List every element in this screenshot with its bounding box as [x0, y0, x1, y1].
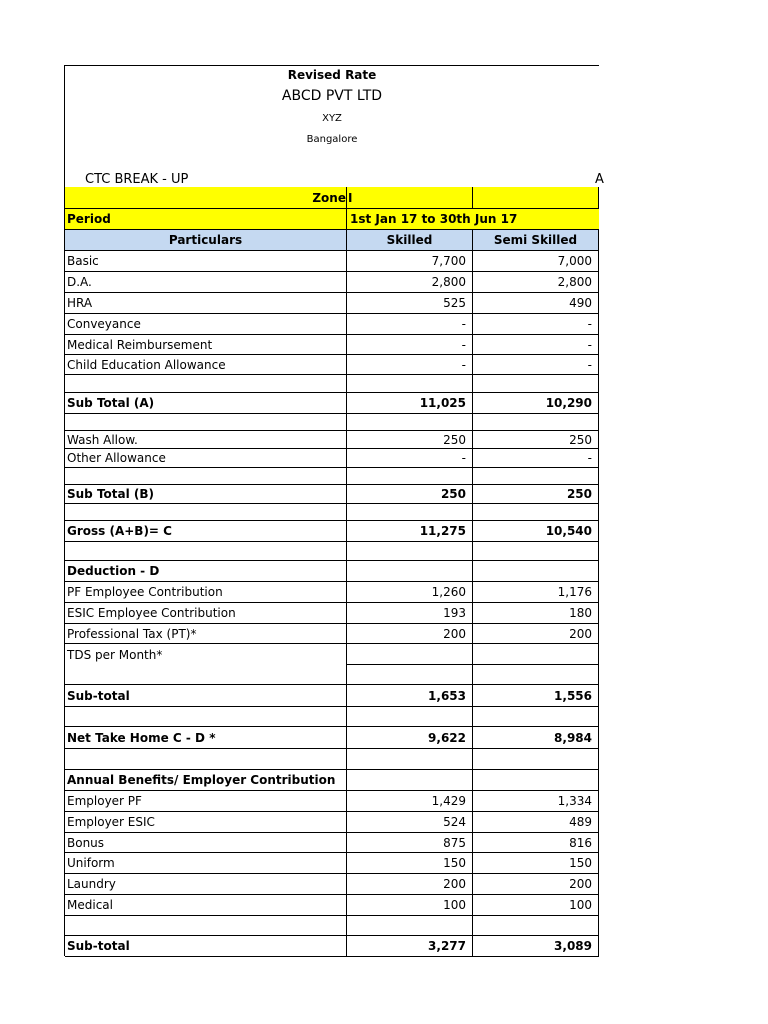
semi-skilled-value: 8,984	[473, 727, 599, 749]
empty-cell	[65, 542, 347, 561]
skilled-value: 1,429	[347, 791, 473, 812]
zone-value: I	[347, 187, 473, 209]
semi-skilled-value: 816	[473, 833, 599, 853]
semi-skilled-value: 10,540	[473, 521, 599, 542]
row-label: Medical	[65, 895, 347, 916]
empty-cell	[347, 468, 473, 485]
spacer-row	[65, 375, 599, 393]
skilled-value: 200	[347, 874, 473, 895]
skilled-value: 193	[347, 603, 473, 624]
row-label: Net Take Home C - D *	[65, 727, 347, 749]
spacer-row	[65, 542, 599, 561]
skilled-value: 875	[347, 833, 473, 853]
period-row	[65, 209, 599, 230]
empty-cell	[347, 542, 473, 561]
skilled-value: 9,622	[347, 727, 473, 749]
empty-cell	[473, 468, 599, 485]
spacer-row	[65, 504, 599, 521]
skilled-value: 200	[347, 624, 473, 644]
skilled-value: 7,700	[347, 251, 473, 272]
skilled-value: 250	[347, 431, 473, 449]
semi-skilled-value: -	[473, 355, 599, 375]
subtotal-row	[65, 393, 599, 414]
semi-skilled-value: 10,290	[473, 393, 599, 414]
skilled-value: -	[347, 314, 473, 335]
cut-off-mark: A	[595, 172, 604, 187]
empty-cell	[347, 504, 473, 521]
semi-skilled-value: 250	[473, 485, 599, 504]
row-label: Uniform	[65, 853, 347, 874]
row-label: Employer PF	[65, 791, 347, 812]
empty-cell	[347, 707, 473, 727]
row-label: Employer ESIC	[65, 812, 347, 833]
gross-row	[65, 521, 599, 542]
empty-cell	[347, 375, 473, 393]
semi-skilled-value: 1,334	[473, 791, 599, 812]
semi-skilled-value: 100	[473, 895, 599, 916]
table-row	[65, 624, 599, 644]
empty-cell	[65, 749, 347, 770]
skilled-value: 1,260	[347, 582, 473, 603]
row-label: Sub-total	[65, 685, 347, 707]
zone-empty-cell	[473, 187, 599, 209]
table-row	[65, 582, 599, 603]
tds-subrow	[347, 665, 599, 685]
table-row	[65, 895, 599, 916]
table-row	[65, 449, 599, 468]
semi-skilled-value: -	[473, 449, 599, 468]
skilled-value: 1,653	[347, 685, 473, 707]
skilled-value: 100	[347, 895, 473, 916]
skilled-value: 3,277	[347, 936, 473, 957]
row-label: Basic	[65, 251, 347, 272]
row-label: HRA	[65, 293, 347, 314]
empty-cell	[473, 749, 599, 770]
row-label: Sub Total (B)	[65, 485, 347, 504]
table-row	[65, 791, 599, 812]
empty-cell	[347, 561, 473, 582]
row-label: Laundry	[65, 874, 347, 895]
semi-skilled-value: 7,000	[473, 251, 599, 272]
skilled-value: -	[347, 355, 473, 375]
spacer-row	[65, 749, 599, 770]
empty-cell	[347, 414, 473, 431]
empty-cell	[347, 770, 473, 791]
table-row	[65, 431, 599, 449]
period-label: Period	[65, 209, 347, 230]
tds-value-cells	[347, 644, 599, 685]
empty-cell	[473, 665, 599, 685]
empty-cell	[473, 707, 599, 727]
empty-cell	[473, 916, 599, 936]
semi-skilled-value: 180	[473, 603, 599, 624]
empty-cell	[65, 375, 347, 393]
spacer-row	[65, 414, 599, 431]
empty-cell	[473, 644, 599, 665]
row-label: Gross (A+B)= C	[65, 521, 347, 542]
empty-cell	[473, 542, 599, 561]
empty-cell	[65, 707, 347, 727]
subtotal-row	[65, 936, 599, 957]
semi-skilled-value: 489	[473, 812, 599, 833]
table-row	[65, 293, 599, 314]
row-label: ESIC Employee Contribution	[65, 603, 347, 624]
column-header-row	[65, 230, 599, 251]
zone-label: Zone	[65, 187, 347, 209]
empty-cell	[473, 561, 599, 582]
table-row	[65, 812, 599, 833]
row-label: PF Employee Contribution	[65, 582, 347, 603]
empty-cell	[347, 665, 473, 685]
empty-cell	[347, 749, 473, 770]
subtotal-row	[65, 485, 599, 504]
skilled-value: -	[347, 335, 473, 355]
table-row	[65, 272, 599, 293]
empty-cell	[65, 916, 347, 936]
empty-cell	[65, 414, 347, 431]
row-label: Conveyance	[65, 314, 347, 335]
spacer-row	[65, 916, 599, 936]
semi-skilled-value: 250	[473, 431, 599, 449]
ctc-sheet	[64, 65, 604, 956]
net-take-home-row	[65, 727, 599, 749]
row-label: Child Education Allowance	[65, 355, 347, 375]
row-label: Sub-total	[65, 936, 347, 957]
header-semi-skilled: Semi Skilled	[473, 230, 599, 251]
row-label: Sub Total (A)	[65, 393, 347, 414]
empty-cell	[473, 770, 599, 791]
table-row	[65, 314, 599, 335]
empty-cell	[65, 468, 347, 485]
deduction-heading: Deduction - D	[65, 561, 347, 582]
semi-skilled-value: -	[473, 314, 599, 335]
row-label: D.A.	[65, 272, 347, 293]
row-label: Bonus	[65, 833, 347, 853]
empty-cell	[473, 414, 599, 431]
table-row	[65, 874, 599, 895]
semi-skilled-value: 1,556	[473, 685, 599, 707]
company-city: Bangalore	[306, 134, 358, 145]
semi-skilled-value: 490	[473, 293, 599, 314]
skilled-value: 150	[347, 853, 473, 874]
semi-skilled-value: 1,176	[473, 582, 599, 603]
skilled-value: 525	[347, 293, 473, 314]
table-row	[65, 603, 599, 624]
table-row	[65, 251, 599, 272]
table-row	[65, 355, 599, 375]
skilled-value: -	[347, 449, 473, 468]
spacer-row	[65, 468, 599, 485]
section-heading-row	[65, 770, 599, 791]
subtotal-row	[65, 685, 599, 707]
ctc-breakup-title: CTC BREAK - UP	[85, 172, 189, 187]
header-skilled: Skilled	[347, 230, 473, 251]
row-label: Wash Allow.	[65, 431, 347, 449]
company-subtitle: XYZ	[322, 113, 342, 124]
spacer-row	[65, 707, 599, 727]
table-row	[65, 833, 599, 853]
annual-benefits-heading: Annual Benefits/ Employer Contribution	[65, 770, 347, 791]
row-label: Other Allowance	[65, 449, 347, 468]
row-label: TDS per Month*	[65, 644, 347, 685]
table-row	[65, 853, 599, 874]
table-row	[65, 335, 599, 355]
empty-cell	[65, 504, 347, 521]
section-heading-row	[65, 561, 599, 582]
semi-skilled-value: -	[473, 335, 599, 355]
row-label: Professional Tax (PT)*	[65, 624, 347, 644]
skilled-value: 524	[347, 812, 473, 833]
semi-skilled-value: 200	[473, 624, 599, 644]
skilled-value: 250	[347, 485, 473, 504]
empty-cell	[347, 644, 473, 665]
empty-cell	[347, 916, 473, 936]
tds-row	[65, 644, 599, 685]
semi-skilled-value: 2,800	[473, 272, 599, 293]
revised-rate-title: Revised Rate	[287, 68, 377, 82]
semi-skilled-value: 150	[473, 853, 599, 874]
empty-cell	[473, 504, 599, 521]
semi-skilled-value: 3,089	[473, 936, 599, 957]
header-particulars: Particulars	[65, 230, 347, 251]
empty-cell	[473, 375, 599, 393]
semi-skilled-value: 200	[473, 874, 599, 895]
period-value: 1st Jan 17 to 30th Jun 17	[347, 209, 599, 230]
tds-subrow	[347, 644, 599, 665]
skilled-value: 11,275	[347, 521, 473, 542]
company-name: ABCD PVT LTD	[281, 88, 383, 104]
zone-row	[65, 187, 599, 209]
row-label: Medical Reimbursement	[65, 335, 347, 355]
skilled-value: 11,025	[347, 393, 473, 414]
skilled-value: 2,800	[347, 272, 473, 293]
